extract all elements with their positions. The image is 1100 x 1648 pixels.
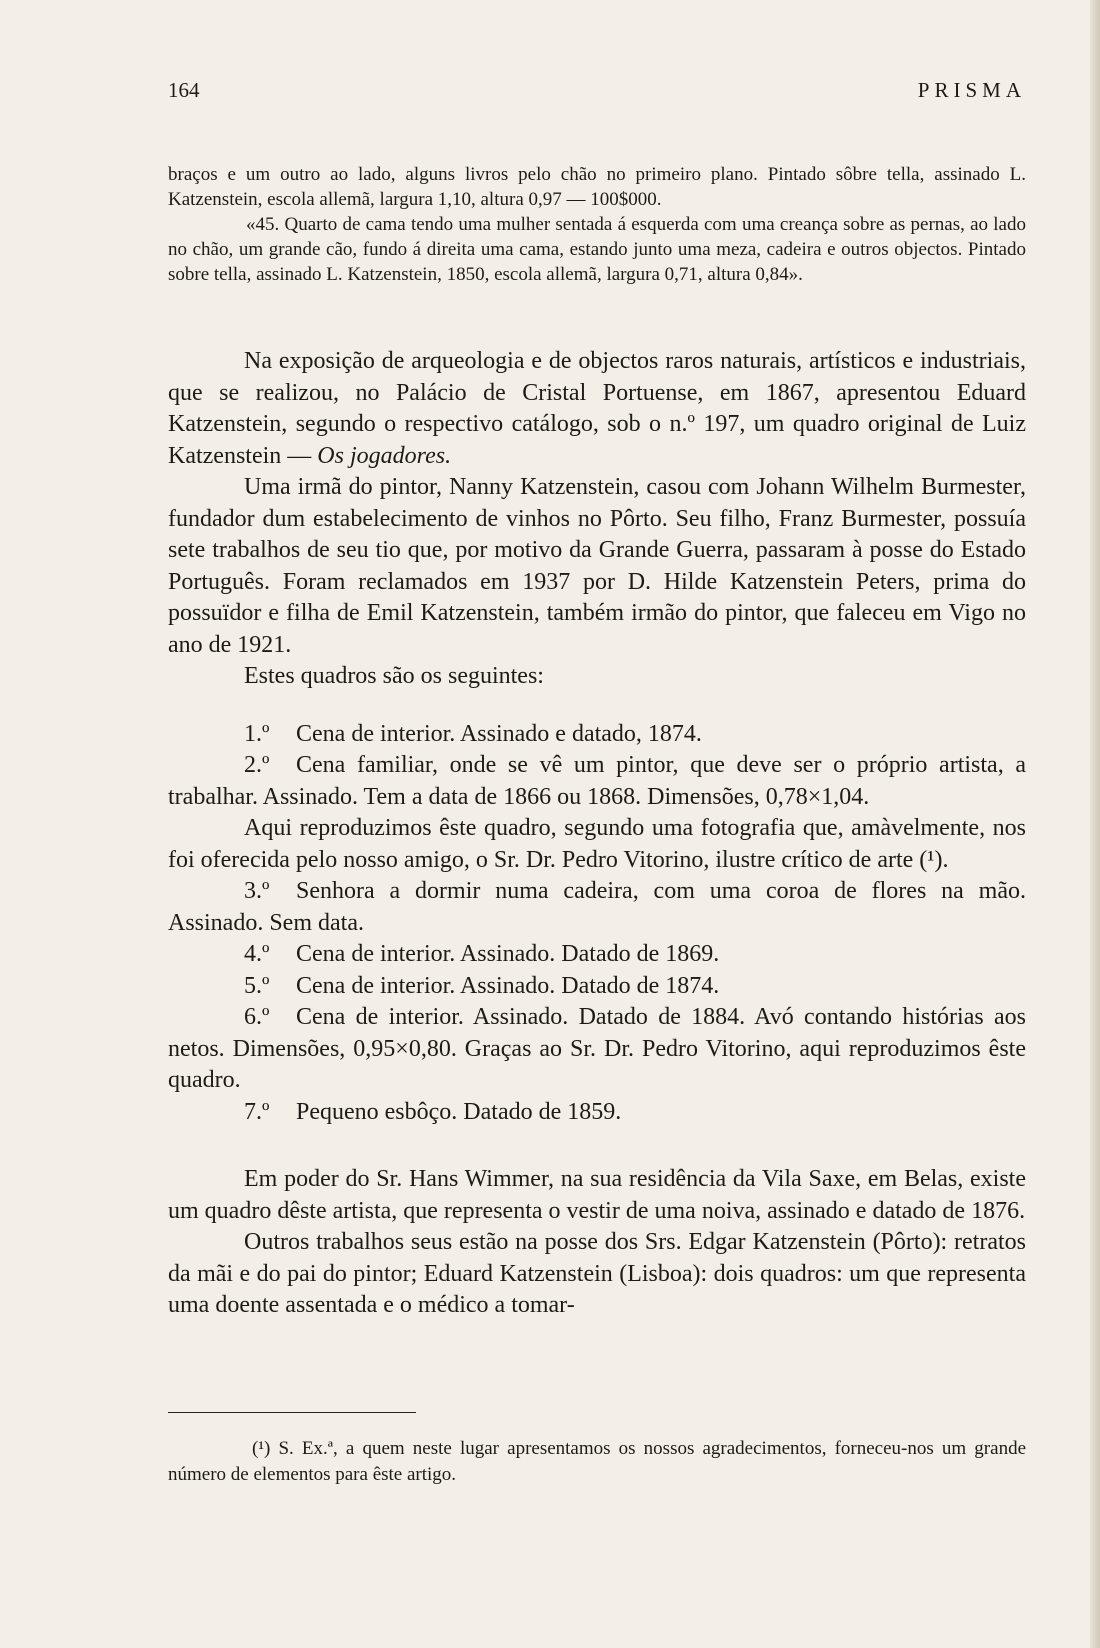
page-number: 164 [168,78,200,102]
item-text: Cena familiar, onde se vê um pintor, que deve ser o próprio artista, a trabalhar. Assinado. Tem a data de 1866 ou 1868. Dimensões, 0,78×1,04. [168,752,1026,810]
item-text: Aqui reproduzimos êste quadro, segundo uma fotografia que, amàvelmente, nos foi oferecida pelo nosso amigo, o Sr. Dr. Pedro Vitorino, ilustre crítico de arte (¹). [168,815,1026,873]
item-text: Cena de interior. Assinado. Datado de 1884. Avó contando histórias aos netos. Dimensões, 0,95×0,80. Graças ao Sr. Dr. Pedro Vitorino, aqui reproduzimos êste quadro. [168,1004,1026,1093]
body-paragraph: Outros trabalhos seus estão na posse dos Srs. Edgar Katzenstein (Pôrto): retratos da mãi e do pai do pintor; Eduard Katzenstein (Lisboa): dois quadros: um que representa uma doente assentada e o médico a tomar- [168,1229,1026,1318]
item-number: 4.º [244,941,270,967]
item-text: Cena de interior. Assinado. Datado de 1869. [296,941,720,967]
list-item [168,719,1026,751]
item-text: Pequeno esbôço. Datado de 1859. [296,1098,622,1125]
footnote-rule [168,1412,416,1413]
quote-paragraph: braços e um outro ao lado, alguns livros pelo chão no primeiro plano. Pintado sôbre tella, assinado L. Katzenstein, escola allemã, largura 1,10, altura 0,97 — 100$000. [168,164,1026,210]
list-item [168,813,1026,876]
body-paragraph: Estes quadros são os seguintes: [244,663,544,689]
footnote-text: (¹) S. Ex.ª, a quem neste lugar apresentamos os nossos agradecimentos, forneceu-nos um grande número de elementos para êste artigo. [168,1438,1026,1485]
list-item [168,939,1026,971]
item-number: 1.º [244,720,270,747]
item-number: 5.º [244,972,270,999]
item-number: 3.º [244,878,270,904]
item-text: Cena de interior. Assinado e datado, 1874. [296,720,702,747]
paragraph-text: Na exposição de arqueologia e de objectos raros naturais, artísticos e industriais, que se realizou, no Palácio de Cristal Portuense, em 1867, apresentou Eduard Katzenstein, segundo o respectivo catálogo, sob o n.º 197, um quadro original de Luiz Katzenstein — [168,348,1026,469]
page-edge [1090,0,1100,1648]
running-title: PRISMA [917,78,1026,102]
quoted-catalogue-excerpt [168,162,1026,287]
body-paragraph: Em poder do Sr. Hans Wimmer, na sua residência da Vila Saxe, em Belas, existe um quadro dêste artista, que representa o vestir de uma noiva, assinado e datado de 1876. [168,1166,1026,1224]
list-item [168,876,1026,939]
item-text: Cena de interior. Assinado. Datado de 1874. [296,972,720,999]
item-number: 2.º [244,752,270,778]
painting-title: Os jogadores. [317,442,452,469]
body-text [168,346,1026,1322]
quote-paragraph: «45. Quarto de cama tendo uma mulher sentada á esquerda com uma creança sobre as pernas, ao lado no chão, um grande cão, fundo á direita uma cama, estando junto uma meza, cadeira e outros objectos. Pintado sobre tella, assinado L. Katzenstein, 1850, escola allemã, largura 0,71, altura 0,84». [168,214,1026,285]
list-item [168,1002,1026,1097]
body-paragraph: Uma irmã do pintor, Nanny Katzenstein, casou com Johann Wilhelm Burmester, fundador dum estabelecimento de vinhos no Pôrto. Seu filho, Franz Burmester, possuía sete trabalhos de seu tio que, por motivo da Grande Guerra, passaram à posse do Estado Português. Foram reclamados em 1937 por D. Hilde Katzenstein Peters, prima do possuïdor e filha de Emil Katzenstein, também irmão do pintor, que faleceu em Vigo no ano de 1921. [168,474,1026,658]
list-item [168,971,1026,1003]
body-paragraph [168,346,1026,472]
item-number: 6.º [244,1004,270,1030]
item-text: Senhora a dormir numa cadeira, com uma coroa de flores na mão. Assinado. Sem data. [168,878,1026,936]
list-item [168,1097,1026,1129]
item-number: 7.º [244,1098,270,1125]
footnote [168,1436,1026,1488]
page-header [168,78,1026,108]
list-item [168,750,1026,813]
